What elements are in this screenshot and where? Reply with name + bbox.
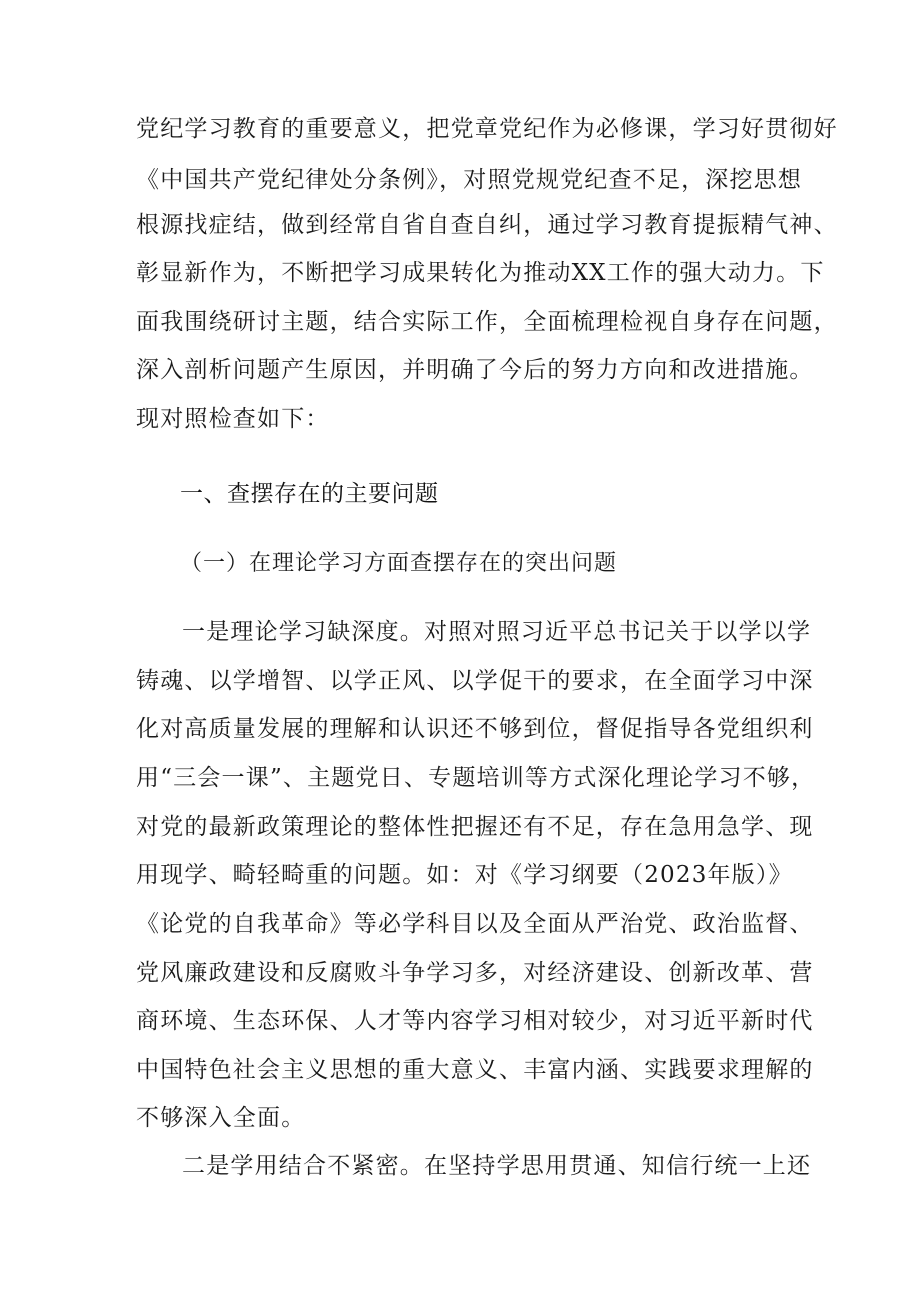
- point1-line-7: 《论党的自我革命》等必学科目以及全面从严治党、政治监督、: [136, 911, 814, 937]
- intro-line-7: 现对照检查如下：: [136, 406, 330, 432]
- point2-line-1: 二是学用结合不紧密。在坚持学思用贯通、知信行统一上还: [182, 1153, 812, 1179]
- intro-line-1: 党纪学习教育的重要意义，把党章党纪作为必修课，学习好贯彻好: [136, 116, 838, 142]
- point1-line-2: 铸魂、以学增智、以学正风、以学促干的要求，在全面学习中深: [136, 668, 814, 694]
- point1-line-11: 不够深入全面。: [136, 1105, 306, 1131]
- intro-line-4: 彰显新作为，不断把学习成果转化为推动XX工作的强大动力。下: [136, 260, 825, 286]
- section-heading: 一、查摆存在的主要问题: [180, 481, 439, 507]
- intro-line-5: 面我围绕研讨主题，结合实际工作，全面梳理检视自身存在问题，: [136, 309, 838, 335]
- intro-line-2: 《中国共产党纪律处分条例》，对照党规党纪查不足，深挖思想: [136, 167, 803, 193]
- point1-line-1: 一是理论学习缺深度。对照对照习近平总书记关于以学以学: [182, 619, 812, 645]
- point1-line-4: 用“三会一课”、主题党日、专题培训等方式深化理论学习不够，: [136, 765, 816, 791]
- point1-line-5: 对党的最新政策理论的整体性把握还有不足，存在急用急学、现: [136, 814, 814, 840]
- intro-line-6: 深入剖析问题产生原因，并明确了今后的努力方向和改进措施。: [136, 357, 814, 383]
- point1-line-3: 化对高质量发展的理解和认识还不够到位，督促指导各党组织利: [136, 716, 814, 742]
- subsection-heading: （一）在理论学习方面查摆存在的突出问题: [180, 551, 618, 576]
- point1-line-8: 党风廉政建设和反腐败斗争学习多，对经济建设、创新改革、营: [136, 960, 814, 986]
- point1-line-10: 中国特色社会主义思想的重大意义、丰富内涵、实践要求理解的: [136, 1057, 814, 1083]
- point1-line-9: 商环境、生态环保、人才等内容学习相对较少，对习近平新时代: [136, 1008, 814, 1034]
- point1-line-6: 用现学、畸轻畸重的问题。如：对《学习纲要（2023年版）》: [136, 862, 793, 888]
- intro-line-3: 根源找症结，做到经常自省自查自纠，通过学习教育提振精气神、: [136, 212, 838, 238]
